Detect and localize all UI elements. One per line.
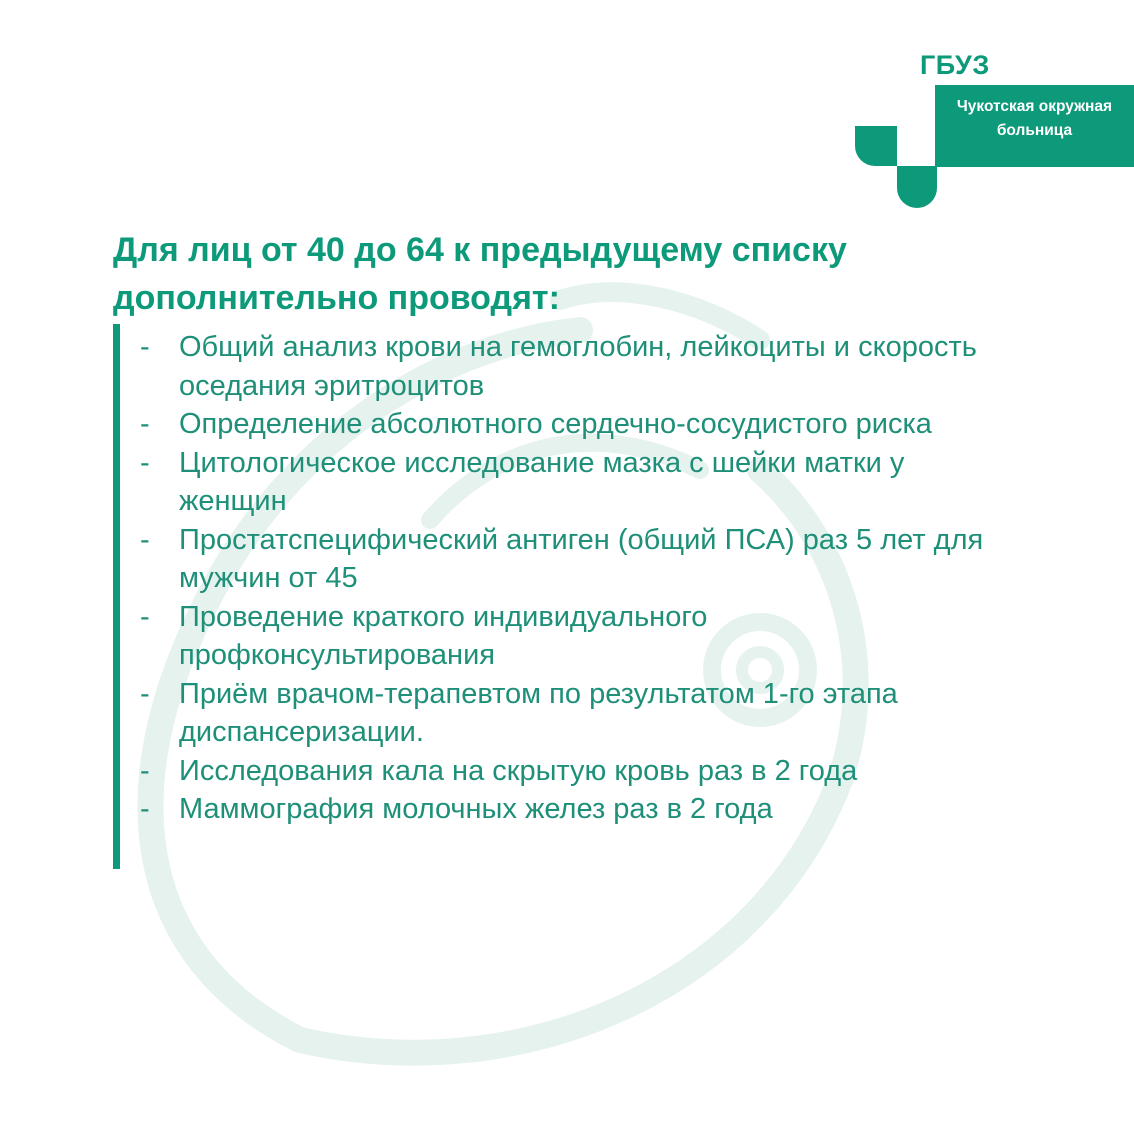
list-bullet: - <box>140 331 150 363</box>
list-bullet: - <box>140 600 150 633</box>
list-item <box>140 752 1020 791</box>
list-bullet: - <box>140 793 150 825</box>
logo-org-title: ГБУЗ <box>920 50 990 80</box>
list-item-text: Определение абсолютного сердечно-сосудистого риска <box>179 408 932 440</box>
list-item <box>140 598 1020 675</box>
list-item <box>140 405 1020 444</box>
list-item <box>140 790 1020 829</box>
list-item-text: Проведение краткого индивидуального профконсультирования <box>179 600 708 671</box>
list-item-text: Приём врачом-терапевтом по результатом 1-го этапа диспансеризации. <box>179 677 898 748</box>
list-bullet: - <box>140 523 150 556</box>
list-bullet: - <box>140 408 150 440</box>
list-bullet: - <box>140 754 150 787</box>
logo-name-banner <box>935 85 1134 167</box>
list-bullet: - <box>140 677 150 710</box>
list-bullet: - <box>140 446 150 479</box>
list-accent-bar <box>113 324 120 869</box>
list-item-text: Цитологическое исследование мазка с шейки матки у женщин <box>179 446 905 517</box>
logo-name-line1: Чукотская окружная <box>956 98 1113 115</box>
list-item-text: Простатспецифический антиген (общий ПСА) раз 5 лет для мужчин от 45 <box>179 523 984 594</box>
list-item <box>140 328 1020 405</box>
examination-list <box>140 328 1020 829</box>
page-title: Для лиц от 40 до 64 к предыдущему списку дополнительно проводят: <box>113 231 847 317</box>
logo-name-line2: больница <box>996 122 1073 139</box>
list-item <box>140 521 1020 598</box>
list-item-text: Общий анализ крови на гемоглобин, лейкоциты и скорость оседания эритроцитов <box>179 331 977 402</box>
list-item-text: Исследования кала на скрытую кровь раз в 2 года <box>179 754 858 787</box>
list-item <box>140 444 1020 521</box>
list-item <box>140 675 1020 752</box>
list-item-text: Маммография молочных желез раз в 2 года <box>179 793 773 825</box>
